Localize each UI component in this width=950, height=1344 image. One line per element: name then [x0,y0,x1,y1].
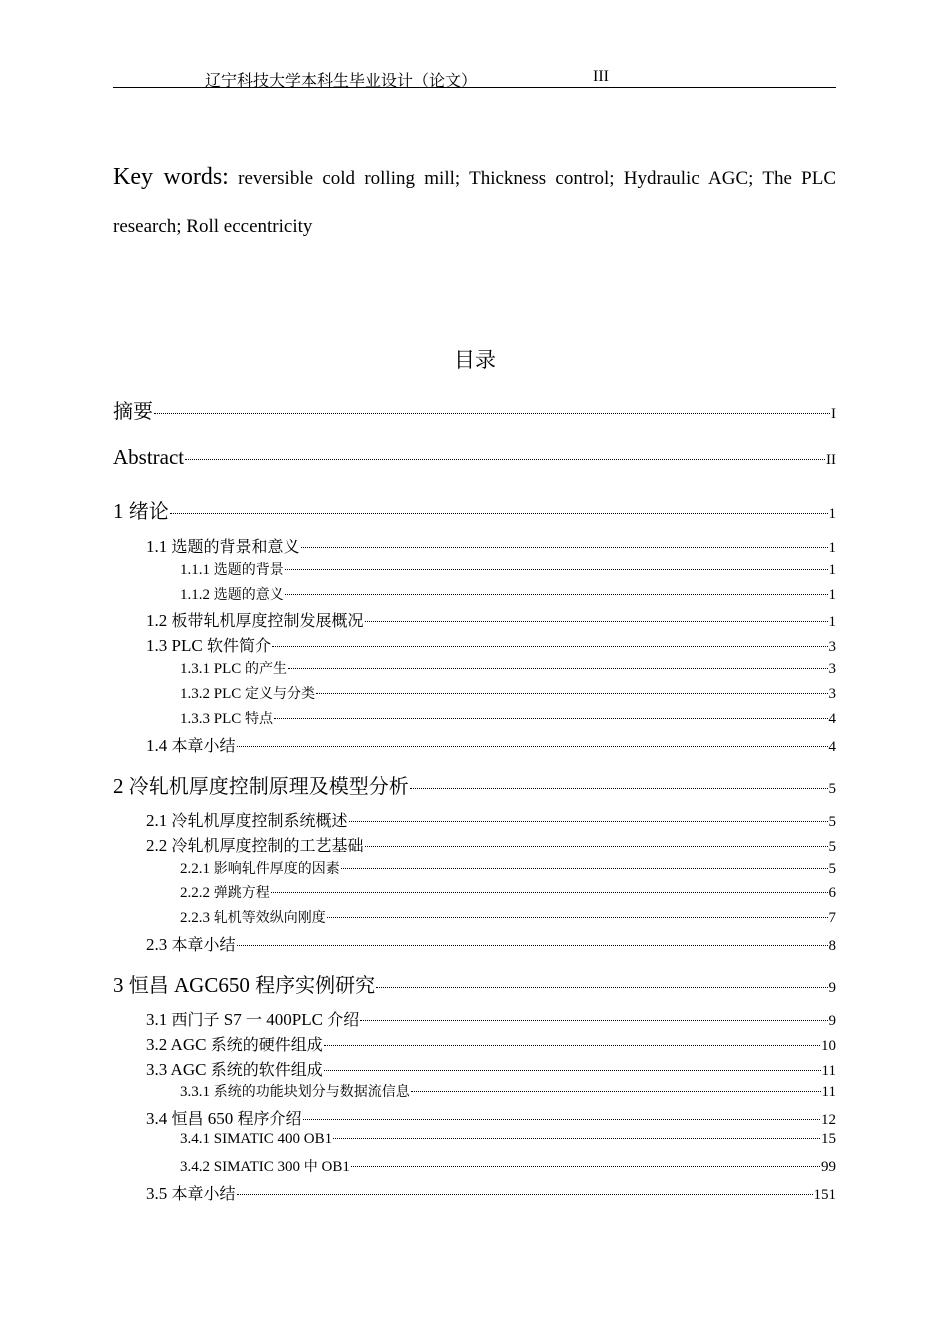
toc-entry[interactable] [113,395,836,424]
toc-entry[interactable] [113,445,836,470]
toc-entry-page: 11 [821,1084,836,1100]
toc-entry[interactable] [180,907,836,927]
keywords-label: Key words: [113,164,229,190]
toc-entry-label: 1.3.2 PLC 定义与分类 [180,686,316,702]
toc-entry-page: 8 [828,938,836,954]
toc-entry[interactable] [180,683,836,703]
toc-entry-label: 1 绪论 [113,499,169,523]
toc-entry-page: 1 [828,614,836,630]
toc-entry-label: 2.2.3 轧机等效纵向刚度 [180,910,326,926]
toc-leader-dots [376,987,827,988]
toc-leader-dots [301,547,828,548]
toc-leader-dots [271,892,828,893]
toc-leader-dots [316,693,827,694]
toc-entry[interactable] [146,534,836,557]
toc-entry-label: 2.1 冷轧机厚度控制系统概述 [146,811,348,830]
toc-entry-label: 1.3.3 PLC 特点 [180,711,274,727]
toc-entry-page: 1 [828,506,836,522]
toc-entry-label: 1.3 PLC 软件简介 [146,636,271,655]
toc-entry-label: 3 恒昌 AGC650 程序实例研究 [113,973,376,997]
toc-leader-dots [410,788,828,789]
toc-entry[interactable] [146,733,836,756]
toc-entry-label: 3.4.1 SIMATIC 400 OB1 [180,1131,333,1147]
toc-entry-page: 1 [828,540,836,556]
toc-entry-page: 9 [828,1013,836,1029]
toc-entry[interactable] [180,658,836,678]
toc-entry-label: Abstract [113,445,185,469]
toc-entry-page: 1 [828,562,836,578]
toc-entry[interactable] [146,1181,836,1204]
toc-entry-page: II [826,452,836,468]
toc-entry-page: I [831,406,836,422]
toc-entry-page: 151 [813,1187,836,1203]
header-title: 辽宁科技大学本科生毕业设计（论文） [205,73,478,90]
toc-entry-label: 3.3.1 系统的功能块划分与数据流信息 [180,1084,410,1100]
toc-leader-dots [185,459,825,460]
toc-entry-page: 3 [828,661,836,677]
toc-entry[interactable] [146,1007,836,1030]
toc-entry[interactable] [146,808,836,831]
toc-leader-dots [327,917,828,918]
toc-entry-page: 5 [828,781,836,797]
toc-entry[interactable] [180,559,836,579]
toc-entry-label: 3.1 西门子 S7 一 400PLC 介绍 [146,1010,360,1029]
toc-entry-page: 3 [828,639,836,655]
toc-leader-dots [411,1091,821,1092]
toc-title: 目录 [454,348,496,372]
toc-leader-dots [274,718,827,719]
toc-entry-label: 3.5 本章小结 [146,1184,236,1203]
toc-entry-page: 12 [821,1112,836,1128]
toc-leader-dots [237,945,828,946]
toc-entry[interactable] [180,1156,836,1176]
toc-entry-label: 3.4.2 SIMATIC 300 中 OB1 [180,1159,350,1175]
toc-leader-dots [237,746,828,747]
toc-entry-page: 15 [821,1131,836,1147]
toc-leader-dots [333,1138,820,1139]
toc-entry[interactable] [180,858,836,878]
toc-entry[interactable] [180,882,836,902]
toc-entry-label: 3.4 恒昌 650 程序介绍 [146,1109,302,1128]
toc-entry-label: 2.2.2 弹跳方程 [180,885,270,901]
toc-entry-label: 摘要 [113,399,153,423]
toc-entry-label: 1.1.2 选题的意义 [180,587,284,603]
toc-leader-dots [288,668,827,669]
toc-entry[interactable] [146,633,836,656]
toc-entry[interactable] [180,708,836,728]
toc-leader-dots [351,1166,820,1167]
toc-entry-page: 5 [828,839,836,855]
toc-leader-dots [360,1020,827,1021]
toc-entry-page: 10 [821,1038,836,1054]
toc-entry-label: 1.1.1 选题的背景 [180,562,284,578]
toc-entry-page: 3 [828,686,836,702]
toc-entry[interactable] [180,1131,836,1148]
toc-entry-label: 3.3 AGC 系统的软件组成 [146,1060,323,1079]
toc-entry-label: 2.2 冷轧机厚度控制的工艺基础 [146,836,364,855]
toc-entry[interactable] [180,1081,836,1101]
toc-entry[interactable] [146,833,836,856]
toc-entry[interactable] [146,608,836,631]
toc-entry-label: 1.1 选题的背景和意义 [146,537,300,556]
toc-leader-dots [285,569,828,570]
toc-entry[interactable] [113,969,836,998]
toc-entry-page: 4 [828,711,836,727]
toc-entry[interactable] [146,1032,836,1055]
toc-leader-dots [303,1119,820,1120]
toc-entry-page: 1 [828,587,836,603]
header-page-number: III [593,68,609,85]
toc-leader-dots [324,1045,820,1046]
toc-entry-label: 1.3.1 PLC 的产生 [180,661,288,677]
toc-leader-dots [365,621,828,622]
toc-entry-label: 2 冷轧机厚度控制原理及模型分析 [113,774,409,798]
toc-entry-page: 9 [828,980,836,996]
toc-leader-dots [285,594,828,595]
toc-leader-dots [154,413,830,414]
toc-entry[interactable] [113,495,836,524]
toc-leader-dots [324,1070,821,1071]
toc-leader-dots [341,868,828,869]
toc-entry-label: 1.4 本章小结 [146,736,236,755]
toc-entry-page: 11 [821,1063,836,1079]
toc-entry[interactable] [180,584,836,604]
toc-entry-page: 7 [828,910,836,926]
toc-entry-label: 3.2 AGC 系统的硬件组成 [146,1035,323,1054]
toc-entry[interactable] [146,1057,836,1080]
toc-entry-page: 4 [828,739,836,755]
toc-leader-dots [272,646,828,647]
toc-entry-label: 1.2 板带轧机厚度控制发展概况 [146,611,364,630]
toc-entry-page: 5 [828,861,836,877]
toc-entry-label: 2.3 本章小结 [146,935,236,954]
toc-leader-dots [170,513,828,514]
toc-leader-dots [365,846,828,847]
toc-entry-page: 99 [821,1159,836,1175]
toc-entry[interactable] [146,932,836,955]
keywords-text: reversible cold rolling mill; Thickness control; Hydraulic AGC; The PLC research; Roll eccentricity [113,168,836,237]
toc-leader-dots [349,821,828,822]
toc-entry-page: 6 [828,885,836,901]
toc-entry-page: 5 [828,814,836,830]
toc-entry[interactable] [146,1106,836,1129]
toc-entry-label: 2.2.1 影响轧件厚度的因素 [180,861,340,877]
toc-leader-dots [237,1194,813,1195]
toc-entry[interactable] [113,770,836,799]
